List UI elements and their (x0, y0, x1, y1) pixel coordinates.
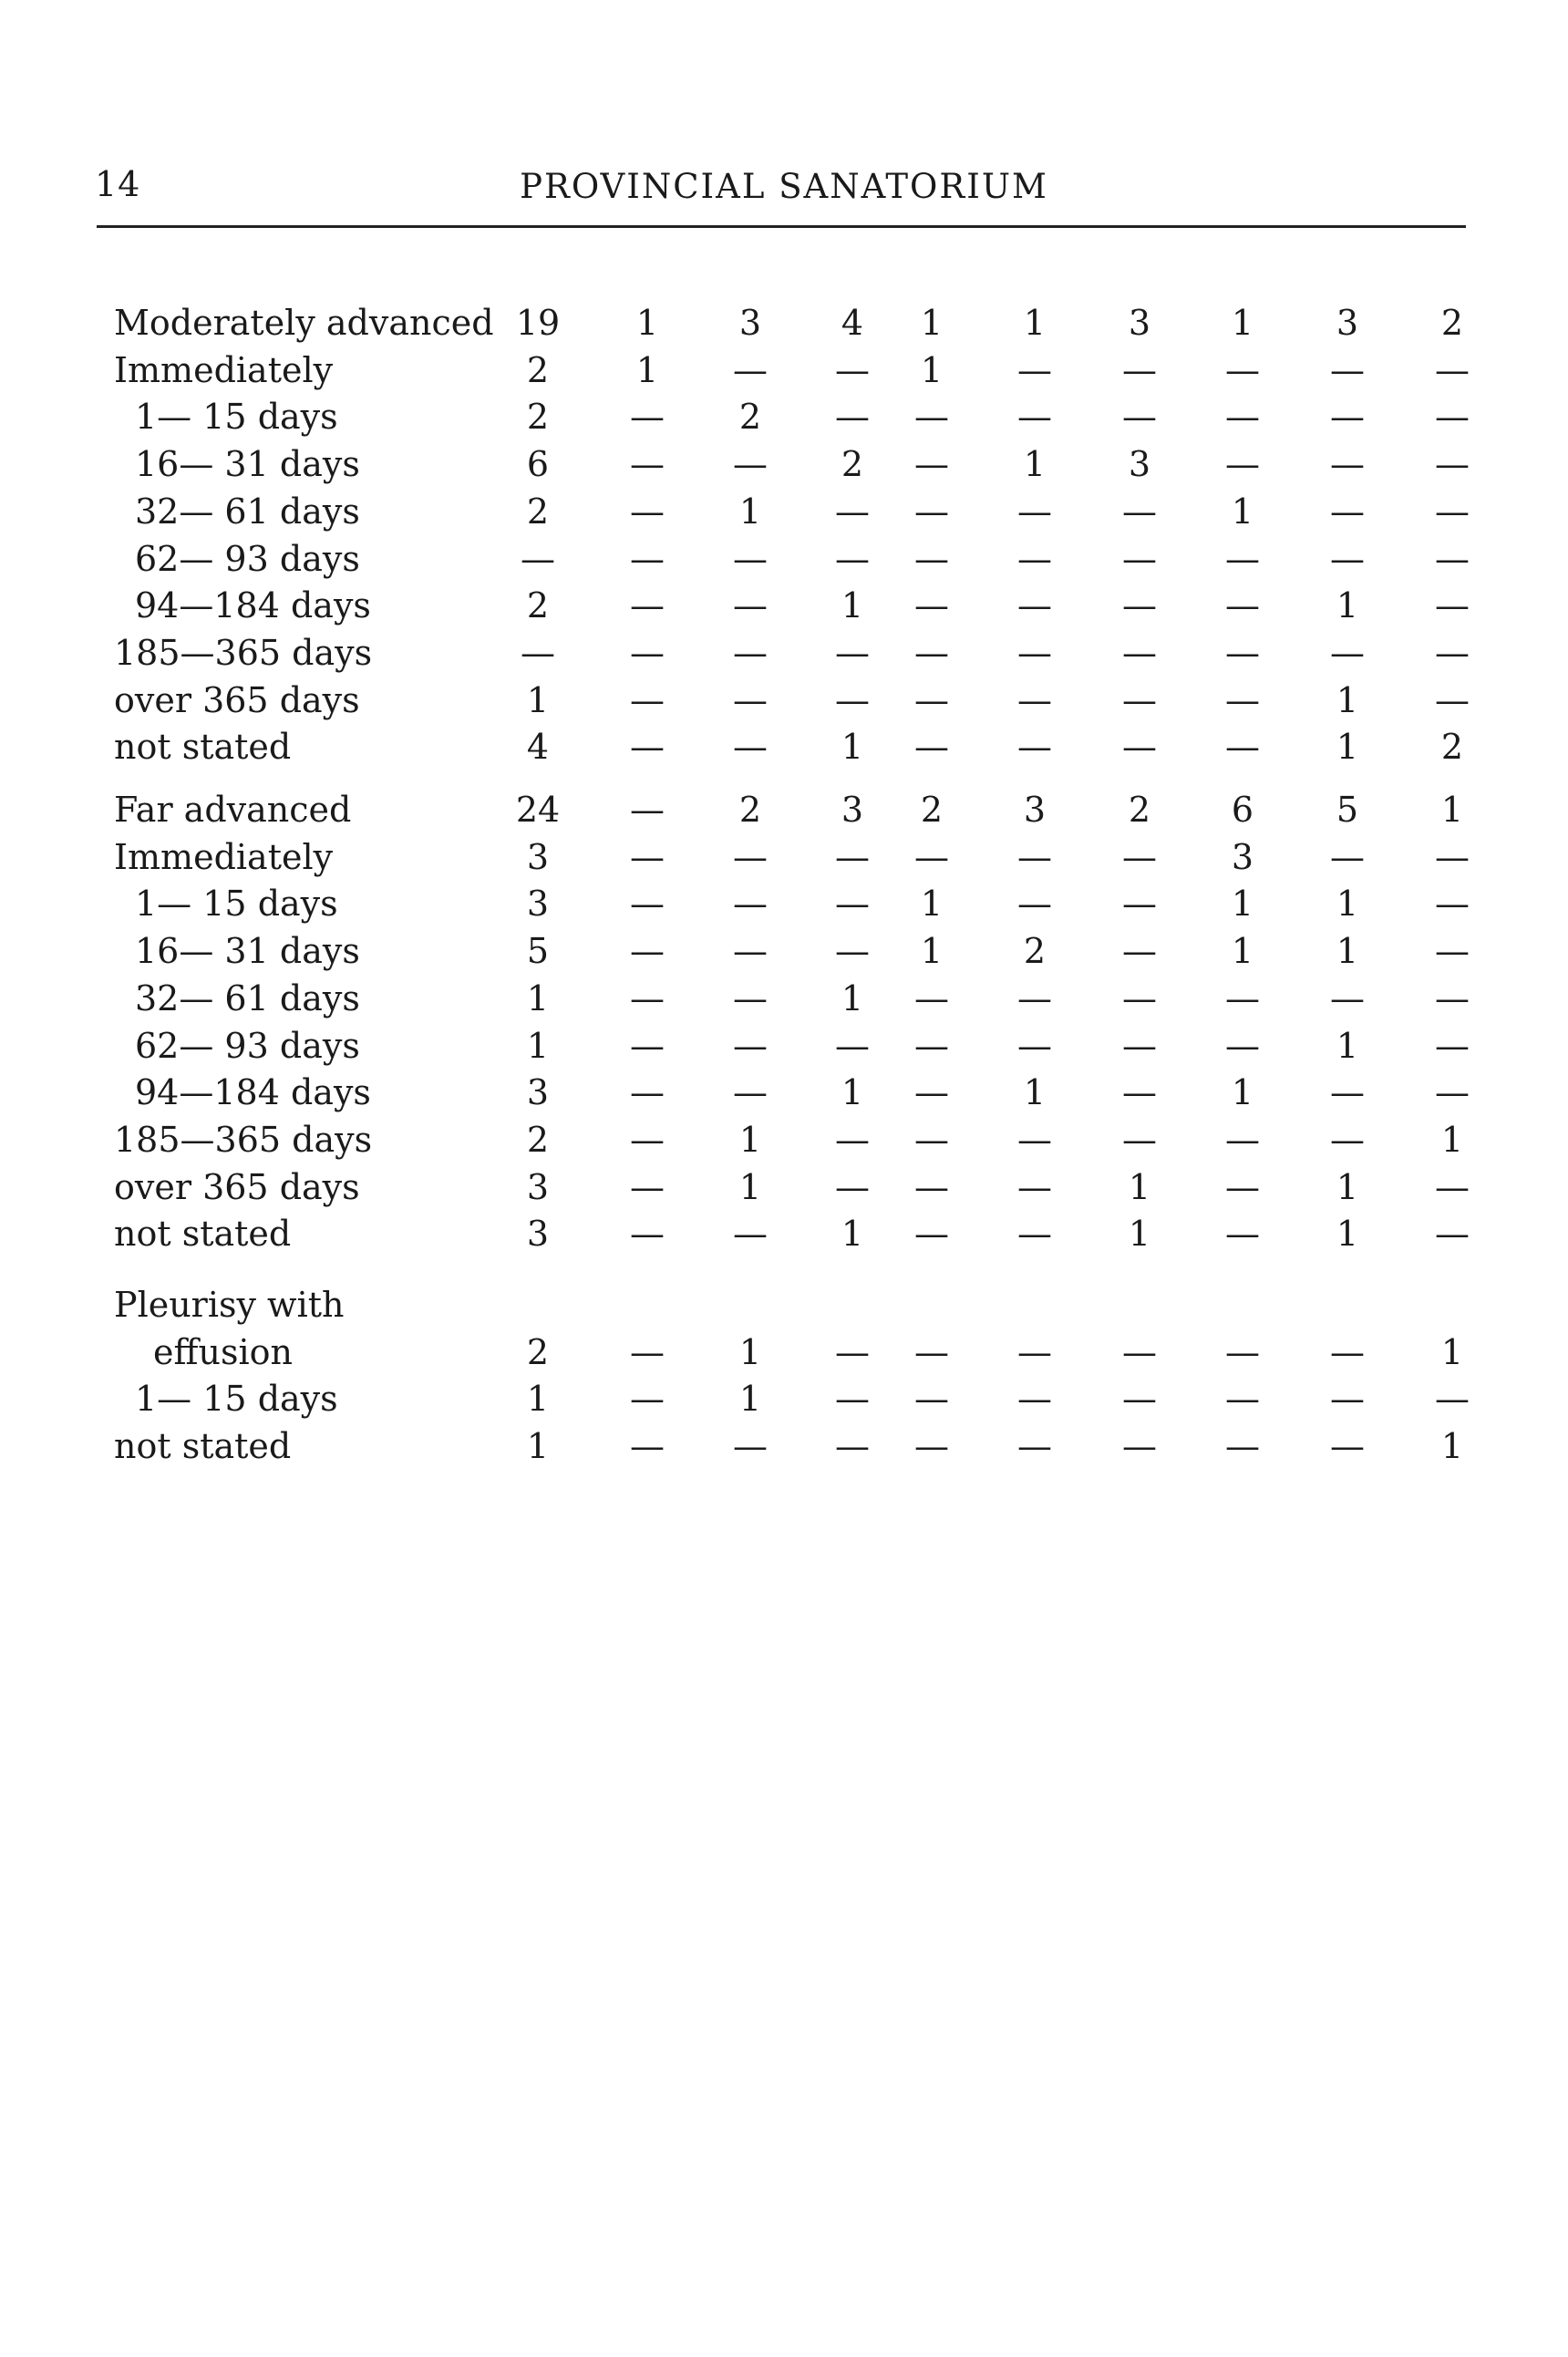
table-cell: 1 (841, 977, 864, 1018)
table-cell: 1 (1231, 884, 1254, 925)
table-cell: 1 (1336, 1025, 1359, 1066)
row-label: 185—365 days (114, 1119, 373, 1160)
table-cell: — (1017, 1119, 1052, 1160)
table-cell: — (914, 977, 949, 1018)
table-cell: — (1435, 931, 1470, 972)
table-cell: — (914, 1072, 949, 1113)
row-label: not stated (114, 1214, 292, 1255)
table-cell: — (914, 1025, 949, 1066)
table-cell: — (835, 1426, 870, 1467)
table-cell: — (1225, 727, 1260, 768)
row-label: 32— 61 days (135, 977, 360, 1018)
table-cell: — (914, 1119, 949, 1160)
table-cell: — (914, 1426, 949, 1467)
table-cell: 1 (526, 679, 550, 720)
table-cell: 3 (526, 1072, 550, 1113)
table-cell: 3 (526, 884, 550, 925)
table-cell: 5 (526, 931, 550, 972)
table-cell: 1 (526, 1379, 550, 1420)
table-cell: — (835, 679, 870, 720)
table-cell: — (1435, 397, 1470, 438)
table-cell: — (630, 1119, 665, 1160)
table-row (0, 393, 1568, 440)
table-cell: — (1330, 1331, 1365, 1372)
row-label: Pleurisy with (114, 1285, 345, 1325)
row-label: 62— 93 days (135, 538, 360, 579)
table-cell: — (733, 931, 768, 972)
table-cell: — (914, 538, 949, 579)
table-cell: — (835, 491, 870, 532)
table-row (0, 1328, 1568, 1376)
table-cell: — (1435, 632, 1470, 673)
table-cell: — (1330, 1379, 1365, 1420)
table-cell: 1 (738, 1119, 762, 1160)
table-cell: — (1122, 538, 1157, 579)
table-cell: — (733, 1426, 768, 1467)
table-cell: — (835, 1166, 870, 1207)
table-row (0, 1069, 1568, 1116)
table-cell: — (914, 585, 949, 626)
table-cell: — (733, 538, 768, 579)
table-cell: — (1017, 727, 1052, 768)
table-row (0, 299, 1568, 346)
table-cell: 1 (920, 884, 944, 925)
table-cell: 4 (526, 727, 550, 768)
table-cell: — (733, 632, 768, 673)
table-cell: — (630, 931, 665, 972)
table-cell: — (1122, 931, 1157, 972)
table-cell: — (1122, 632, 1157, 673)
table-cell: — (1122, 727, 1157, 768)
table-cell: — (1017, 1166, 1052, 1207)
table-cell: — (1225, 1166, 1260, 1207)
table-cell: 1 (738, 1331, 762, 1372)
table-cell: 4 (841, 303, 864, 343)
table-cell: 1 (1231, 931, 1254, 972)
table-cell: — (1330, 1426, 1365, 1467)
table-row (0, 1422, 1568, 1470)
table-cell: — (1225, 1379, 1260, 1420)
table-cell: — (1225, 632, 1260, 673)
table-cell: — (733, 444, 768, 485)
table-cell: — (1225, 349, 1260, 390)
table-cell: 1 (841, 585, 864, 626)
table-cell: — (1122, 1025, 1157, 1066)
table-cell: — (1330, 491, 1365, 532)
table-cell: — (630, 1214, 665, 1255)
table-cell: — (1017, 1214, 1052, 1255)
table-cell: — (630, 836, 665, 877)
table-cell: — (1330, 632, 1365, 673)
table-cell: — (733, 836, 768, 877)
table-cell: — (914, 397, 949, 438)
row-label: 62— 93 days (135, 1025, 360, 1066)
table-cell: — (1122, 1331, 1157, 1372)
table-cell: — (1122, 679, 1157, 720)
table-cell: 1 (1336, 1166, 1359, 1207)
table-cell: — (1435, 1166, 1470, 1207)
table-cell: — (733, 1072, 768, 1113)
row-label: Far advanced (114, 790, 352, 830)
table-cell: — (1330, 397, 1365, 438)
table-cell: — (733, 679, 768, 720)
table-cell: — (630, 1379, 665, 1420)
table-cell: 6 (1231, 790, 1254, 830)
table-cell: — (630, 1331, 665, 1372)
table-cell: 3 (526, 1166, 550, 1207)
table-cell: — (630, 727, 665, 768)
table-cell: — (1435, 1214, 1470, 1255)
table-cell: 1 (841, 1072, 864, 1113)
row-label: 16— 31 days (135, 444, 360, 485)
table-cell: 1 (1128, 1214, 1151, 1255)
table-cell: — (630, 1426, 665, 1467)
table-cell: — (1017, 1379, 1052, 1420)
table-cell: — (1225, 679, 1260, 720)
table-cell: — (1435, 444, 1470, 485)
table-cell: 1 (1023, 444, 1047, 485)
table-cell: — (733, 727, 768, 768)
table-cell: — (1225, 1426, 1260, 1467)
table-cell: 2 (526, 1331, 550, 1372)
table-cell: — (914, 727, 949, 768)
table-cell: 1 (1440, 1119, 1464, 1160)
table-cell: — (1122, 977, 1157, 1018)
table-cell: 1 (738, 1379, 762, 1420)
table-row (0, 440, 1568, 488)
table-cell: 1 (841, 1214, 864, 1255)
table-row (0, 880, 1568, 927)
table-cell: — (835, 632, 870, 673)
table-cell: 1 (1336, 1214, 1359, 1255)
row-label: 1— 15 days (135, 397, 338, 438)
table-cell: — (733, 977, 768, 1018)
table-cell: — (1435, 491, 1470, 532)
table-cell: — (1435, 836, 1470, 877)
table-row (0, 535, 1568, 583)
running-title: PROVINCIAL SANATORIUM (520, 167, 1048, 206)
table-cell: — (1017, 538, 1052, 579)
table-cell: — (835, 884, 870, 925)
table-cell: — (1435, 884, 1470, 925)
table-row (0, 1116, 1568, 1163)
table-cell: — (1122, 1426, 1157, 1467)
table-cell: 24 (515, 790, 561, 830)
table-cell: 5 (1336, 790, 1359, 830)
table-cell: — (1122, 349, 1157, 390)
table-cell: 2 (920, 790, 944, 830)
table-cell: — (630, 790, 665, 830)
table-cell: 3 (1336, 303, 1359, 343)
table-cell: — (1435, 977, 1470, 1018)
table-cell: 1 (1336, 931, 1359, 972)
table-cell: 2 (526, 397, 550, 438)
table-cell: — (1017, 1331, 1052, 1372)
table-cell: 3 (1231, 836, 1254, 877)
table-row (0, 975, 1568, 1022)
table-cell: 1 (738, 491, 762, 532)
row-label: over 365 days (114, 679, 360, 720)
table-cell: 1 (920, 931, 944, 972)
table-cell: 3 (738, 303, 762, 343)
table-cell: — (835, 836, 870, 877)
table-cell: — (630, 1025, 665, 1066)
table-row (0, 677, 1568, 724)
table-cell: — (630, 679, 665, 720)
table-cell: — (733, 349, 768, 390)
table-cell: — (835, 538, 870, 579)
table-cell: — (1435, 1025, 1470, 1066)
row-label: Immediately (114, 349, 334, 390)
page-number: 14 (95, 164, 141, 204)
table-cell: — (914, 1331, 949, 1372)
table-cell: — (1330, 444, 1365, 485)
table-cell: — (1225, 444, 1260, 485)
table-cell: — (733, 884, 768, 925)
table-cell: — (630, 585, 665, 626)
table-cell: 3 (1128, 444, 1151, 485)
table-cell: — (835, 1025, 870, 1066)
table-cell: 2 (738, 397, 762, 438)
table-cell: 1 (1128, 1166, 1151, 1207)
table-cell: — (1017, 1025, 1052, 1066)
table-cell: — (1225, 397, 1260, 438)
table-cell: — (1017, 397, 1052, 438)
table-row (0, 346, 1568, 394)
row-label: Moderately advanced (114, 303, 494, 343)
table-cell: 2 (1128, 790, 1151, 830)
table-row (0, 1281, 1568, 1328)
table-cell: 1 (1336, 884, 1359, 925)
table-row (0, 1375, 1568, 1422)
row-label: not stated (114, 727, 292, 768)
row-label: over 365 days (114, 1166, 360, 1207)
table-row (0, 833, 1568, 881)
table-row (0, 488, 1568, 535)
table-cell: — (914, 836, 949, 877)
table-cell: 1 (920, 349, 944, 390)
table-cell: — (630, 632, 665, 673)
table-row (0, 1022, 1568, 1070)
table-cell: — (630, 538, 665, 579)
row-label: effusion (153, 1331, 293, 1372)
row-label: 1— 15 days (135, 884, 338, 925)
table-cell: — (1122, 836, 1157, 877)
table-cell: 3 (1023, 790, 1047, 830)
table-cell: 1 (1440, 1426, 1464, 1467)
table-cell: — (630, 491, 665, 532)
table-cell: — (1225, 538, 1260, 579)
table-cell: — (914, 444, 949, 485)
table-row (0, 582, 1568, 629)
table-cell: 1 (920, 303, 944, 343)
table-cell: 3 (526, 836, 550, 877)
table-cell: — (1017, 491, 1052, 532)
row-label: 185—365 days (114, 632, 373, 673)
table-cell: — (630, 444, 665, 485)
table-cell: — (1330, 977, 1365, 1018)
table-cell: — (1017, 977, 1052, 1018)
table-cell: 1 (1023, 303, 1047, 343)
table-row (0, 1163, 1568, 1211)
table-cell: — (630, 1072, 665, 1113)
row-label: not stated (114, 1426, 292, 1467)
table-cell: 1 (1231, 303, 1254, 343)
table-cell: — (1017, 349, 1052, 390)
table-cell: 3 (1128, 303, 1151, 343)
table-cell: — (1330, 538, 1365, 579)
table-cell: — (835, 397, 870, 438)
table-cell: 1 (635, 303, 659, 343)
table-cell: — (1122, 884, 1157, 925)
table-cell: 2 (841, 444, 864, 485)
table-cell: — (1017, 679, 1052, 720)
table-cell: — (1017, 836, 1052, 877)
table-cell: 1 (738, 1166, 762, 1207)
table-cell: 1 (1336, 727, 1359, 768)
table-cell: 1 (1336, 679, 1359, 720)
table-cell: — (733, 585, 768, 626)
table-cell: 1 (1023, 1072, 1047, 1113)
table-cell: — (1330, 836, 1365, 877)
table-cell: — (835, 1119, 870, 1160)
row-label: 94—184 days (135, 585, 371, 626)
table-cell: — (835, 1331, 870, 1372)
table-cell: — (1435, 538, 1470, 579)
table-cell: — (1225, 1025, 1260, 1066)
table-cell: — (1225, 1331, 1260, 1372)
table-cell: — (1122, 397, 1157, 438)
table-cell: — (1017, 1426, 1052, 1467)
table-cell: — (1122, 1119, 1157, 1160)
table-cell: — (914, 1214, 949, 1255)
table-cell: — (1225, 977, 1260, 1018)
table-cell: — (521, 538, 555, 579)
table-cell: — (1435, 585, 1470, 626)
table-cell: — (1330, 1119, 1365, 1160)
table-cell: — (1017, 632, 1052, 673)
row-label: 1— 15 days (135, 1379, 338, 1420)
table-cell: 3 (841, 790, 864, 830)
table-row (0, 1210, 1568, 1257)
table-cell: — (1122, 1072, 1157, 1113)
table-cell: — (1225, 585, 1260, 626)
table-row (0, 786, 1568, 833)
table-cell: — (835, 1379, 870, 1420)
table-cell: — (630, 397, 665, 438)
table-cell: 1 (1231, 491, 1254, 532)
table-cell: 1 (841, 727, 864, 768)
table-cell: — (1435, 679, 1470, 720)
table-cell: 2 (1440, 727, 1464, 768)
table-cell: 2 (526, 491, 550, 532)
table-cell: — (733, 1025, 768, 1066)
table-cell: — (1017, 884, 1052, 925)
table-cell: 2 (1440, 303, 1464, 343)
table-cell: — (914, 491, 949, 532)
table-cell: — (1122, 1379, 1157, 1420)
table-cell: — (914, 679, 949, 720)
table-cell: 1 (1231, 1072, 1254, 1113)
table-cell: — (914, 1379, 949, 1420)
table-cell: 2 (1023, 931, 1047, 972)
table-row (0, 629, 1568, 677)
table-row (0, 927, 1568, 975)
table-cell: 2 (738, 790, 762, 830)
row-label: 16— 31 days (135, 931, 360, 972)
table-cell: — (1122, 585, 1157, 626)
table-cell: — (1330, 349, 1365, 390)
table-cell: — (733, 1214, 768, 1255)
table-cell: 1 (1336, 585, 1359, 626)
table-cell: — (630, 1166, 665, 1207)
table-cell: — (835, 931, 870, 972)
table-cell: — (1435, 349, 1470, 390)
table-cell: — (630, 977, 665, 1018)
table-cell: — (1225, 1214, 1260, 1255)
table-cell: — (1330, 1072, 1365, 1113)
table-cell: 19 (515, 303, 561, 343)
row-label: Immediately (114, 836, 334, 877)
table-cell: 1 (1440, 790, 1464, 830)
table-cell: — (1122, 491, 1157, 532)
table-cell: 6 (526, 444, 550, 485)
table-cell: 1 (635, 349, 659, 390)
table-row (0, 723, 1568, 770)
table-cell: — (521, 632, 555, 673)
table-cell: 2 (526, 585, 550, 626)
row-label: 94—184 days (135, 1072, 371, 1113)
table-cell: 2 (526, 1119, 550, 1160)
table-cell: — (914, 1166, 949, 1207)
table-cell: — (914, 632, 949, 673)
table-cell: 1 (526, 977, 550, 1018)
table-cell: — (835, 349, 870, 390)
table-cell: 1 (526, 1025, 550, 1066)
table-cell: — (630, 884, 665, 925)
table-cell: — (1435, 1379, 1470, 1420)
table-cell: 2 (526, 349, 550, 390)
table-cell: — (1225, 1119, 1260, 1160)
table-cell: 1 (1440, 1331, 1464, 1372)
row-label: 32— 61 days (135, 491, 360, 532)
table-cell: — (1017, 585, 1052, 626)
table-cell: 1 (526, 1426, 550, 1467)
table-cell: — (1435, 1072, 1470, 1113)
table-cell: 3 (526, 1214, 550, 1255)
